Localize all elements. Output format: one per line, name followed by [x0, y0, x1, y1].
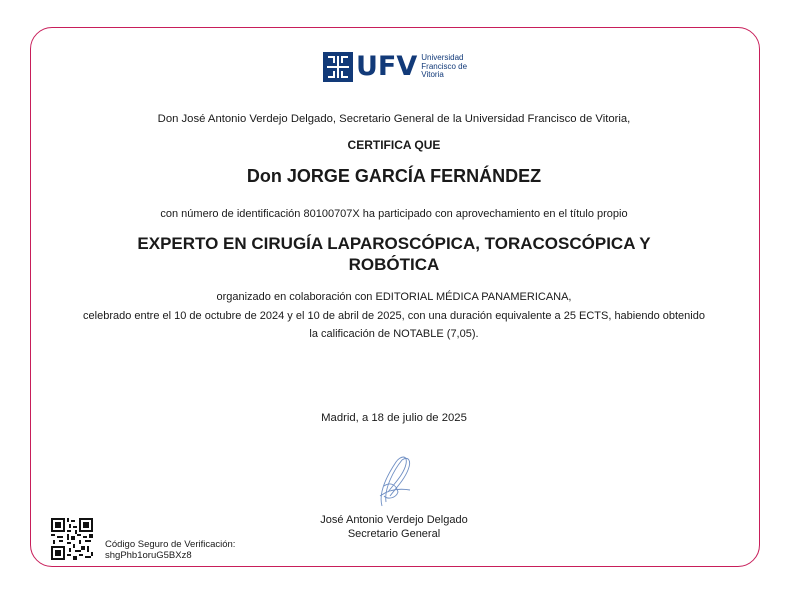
verification-label: Código Seguro de Verificación: [105, 539, 236, 550]
logo-subtitle-line: Universidad [421, 53, 464, 63]
logo-wordmark: UFV [356, 51, 418, 82]
identification-text: con número de identificación 80100707X ha participado con aprovechamiento en el título propio [160, 208, 628, 220]
grade-text: la calificación de NOTABLE (7,05). [309, 328, 479, 340]
logo-subtitle-line: Francisco de [421, 61, 468, 71]
ufv-logo-icon [323, 52, 353, 82]
course-title-line: EXPERTO EN CIRUGÍA LAPAROSCÓPICA, TORACOSCÓPICA Y [137, 234, 651, 253]
dates-text: celebrado entre el 10 de octubre de 2024 y el 10 de abril de 2025, con una duración equivalente a 25 ECTS, habiendo obtenido [83, 310, 705, 322]
certifica-heading: CERTIFICA QUE [347, 138, 441, 152]
course-title [0, 233, 788, 275]
signature-icon [368, 452, 418, 510]
signer-name: José Antonio Verdejo Delgado [320, 514, 468, 526]
verification-code-block [105, 539, 235, 561]
signer-role: Secretario General [347, 528, 441, 540]
logo-subtitle [421, 54, 467, 80]
recipient-name: Don JORGE GARCÍA FERNÁNDEZ [246, 166, 542, 186]
course-title-line: ROBÓTICA [348, 255, 440, 274]
intro-text: Don José Antonio Verdejo Delgado, Secretario General de la Universidad Francisco de Vitoria, [157, 113, 631, 125]
ufv-logo [323, 52, 467, 82]
verification-code: shgPhb1oruG5BXz8 [105, 550, 192, 561]
qr-code-icon [51, 518, 93, 560]
logo-subtitle-line: Vitoria [421, 70, 444, 80]
organized-text: organizado en colaboración con EDITORIAL MÉDICA PANAMERICANA, [216, 291, 572, 303]
place-date: Madrid, a 18 de julio de 2025 [321, 412, 467, 424]
